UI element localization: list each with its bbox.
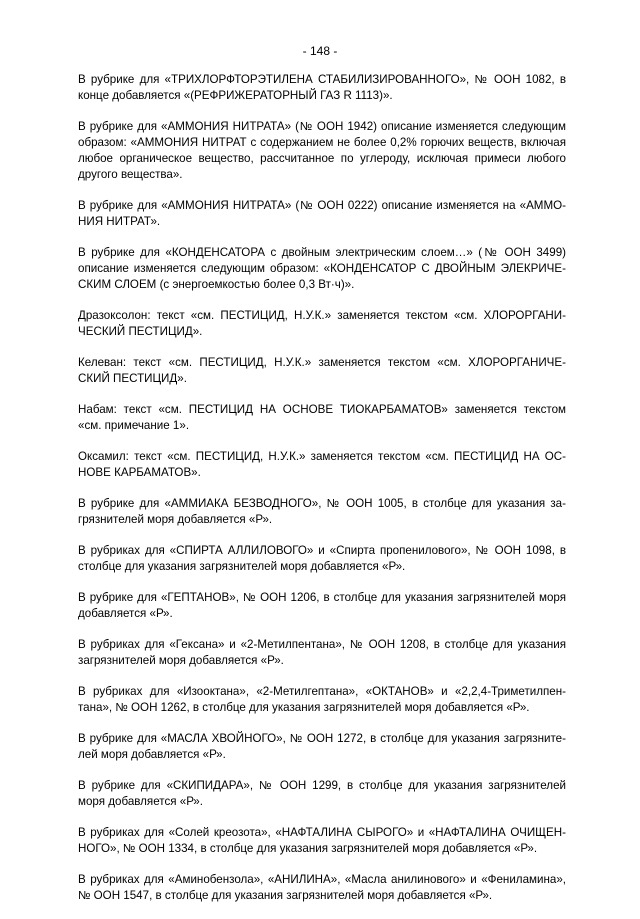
text-line: НОВЕ КАРБАМАТОВ».	[78, 466, 201, 479]
text-line: В рубрике для «МАСЛА ХВОЙНОГО», № ООН 1272, в столбце для указания загрязните-	[78, 732, 566, 745]
document-body	[78, 72, 566, 919]
text-line: тана», № ООН 1262, в столбце для указания загрязнителей моря добавляется «Р».	[78, 701, 530, 714]
paragraph	[78, 198, 566, 230]
text-line: № ООН 1547, в столбце для указания загрязнителей моря добавляется «Р».	[78, 889, 493, 902]
text-line: В рубриках для «Аминобензола», «АНИЛИНА», «Масла анилинового» и «Фениламина»,	[78, 873, 566, 886]
text-line: В рубрике для «АММИАКА БЕЗВОДНОГО», № ООН 1005, в столбце для указания за-	[78, 497, 566, 510]
text-line: ЧЕСКИЙ ПЕСТИЦИД».	[78, 325, 203, 338]
paragraph	[78, 872, 566, 904]
paragraph	[78, 543, 566, 575]
text-line: НОГО», № ООН 1334, в столбце для указания загрязнителей моря добавляется «Р».	[78, 842, 538, 855]
paragraph	[78, 731, 566, 763]
text-line: добавляется «Р».	[78, 607, 173, 620]
text-line: В рубрике для «АММОНИЯ НИТРАТА» (№ ООН 1942) описание изменяется следующим	[78, 120, 566, 133]
text-line: НИЯ НИТРАТ».	[78, 215, 161, 228]
text-line: описание изменяется следующим образом: «КОНДЕНСАТОР С ДВОЙНЫМ ЭЛЕКРИЧЕ-	[78, 262, 566, 275]
text-line: лей моря добавляется «Р».	[78, 748, 226, 761]
text-line: загрязнителей моря добавляется «Р».	[78, 654, 284, 667]
paragraph	[78, 590, 566, 622]
text-line: любое органическое вещество, рассчитанное по углероду, исключая примеси любого	[78, 152, 566, 165]
paragraph	[78, 402, 566, 434]
page-number: - 148 -	[302, 44, 338, 58]
text-line: столбце для указания загрязнителей моря добавляется «Р».	[78, 560, 406, 573]
text-line: грязнителей моря добавляется «Р».	[78, 513, 273, 526]
paragraph	[78, 825, 566, 857]
paragraph	[78, 119, 566, 183]
text-line: В рубриках для «Гексана» и «2-Метилпентана», № ООН 1208, в столбце для указания	[78, 638, 566, 651]
paragraph	[78, 72, 566, 104]
text-line: «см. примечание 1».	[78, 419, 190, 432]
text-line: Оксамил: текст «см. ПЕСТИЦИД, Н.У.К.» заменяется текстом «см. ПЕСТИЦИД НА ОС-	[78, 450, 566, 463]
paragraph	[78, 637, 566, 669]
text-line: конце добавляется «(РЕФРИЖЕРАТОРНЫЙ ГАЗ R 1113)».	[78, 89, 393, 102]
text-line: Набам: текст «см. ПЕСТИЦИД НА ОСНОВЕ ТИОКАРБАМАТОВ» заменяется текстом	[78, 403, 566, 416]
text-line: другого вещества».	[78, 168, 183, 181]
paragraph	[78, 496, 566, 528]
text-line: образом: «АММОНИЯ НИТРАТ с содержанием не более 0,2% горючих веществ, включая	[78, 136, 566, 149]
text-line: В рубрике для «ГЕПТАНОВ», № ООН 1206, в столбце для указания загрязнителей моря	[78, 591, 566, 604]
text-line: СКИМ СЛОЕМ (с энергоемкостью более 0,3 Вт·ч)».	[78, 278, 355, 291]
paragraph	[78, 355, 566, 387]
text-line: В рубрике для «СКИПИДАРА», № ООН 1299, в столбце для указания загрязнителей	[78, 779, 566, 792]
paragraph	[78, 684, 566, 716]
paragraph	[78, 308, 566, 340]
text-line: В рубрике для «АММОНИЯ НИТРАТА» (№ ООН 0222) описание изменяется на «АММО-	[78, 199, 566, 212]
text-line: В рубрике для «ТРИХЛОРФТОРЭТИЛЕНА СТАБИЛИЗИРОВАННОГО», № ООН 1082, в	[78, 73, 566, 86]
text-line: Дразоксолон: текст «см. ПЕСТИЦИД, Н.У.К.» заменяется текстом «см. ХЛОРОРГАНИ-	[78, 309, 566, 322]
text-line: В рубрике для «КОНДЕНСАТОРА с двойным электрическим слоем…» (№ ООН 3499)	[78, 246, 566, 259]
paragraph	[78, 778, 566, 810]
text-line: Келеван: текст «см. ПЕСТИЦИД, Н.У.К.» заменяется текстом «см. ХЛОРОРГАНИЧЕ-	[78, 356, 566, 369]
text-line: СКИЙ ПЕСТИЦИД».	[78, 372, 187, 385]
text-line: В рубриках для «Изооктана», «2-Метилгептана», «ОКТАНОВ» и «2,2,4-Триметилпен-	[78, 685, 566, 698]
paragraph	[78, 449, 566, 481]
text-line: моря добавляется «Р».	[78, 795, 203, 808]
text-line: В рубриках для «Солей креозота», «НАФТАЛИНА СЫРОГО» и «НАФТАЛИНА ОЧИЩЕН-	[78, 826, 566, 839]
paragraph	[78, 245, 566, 293]
text-line: В рубриках для «СПИРТА АЛЛИЛОВОГО» и «Спирта пропенилового», № ООН 1098, в	[78, 544, 566, 557]
